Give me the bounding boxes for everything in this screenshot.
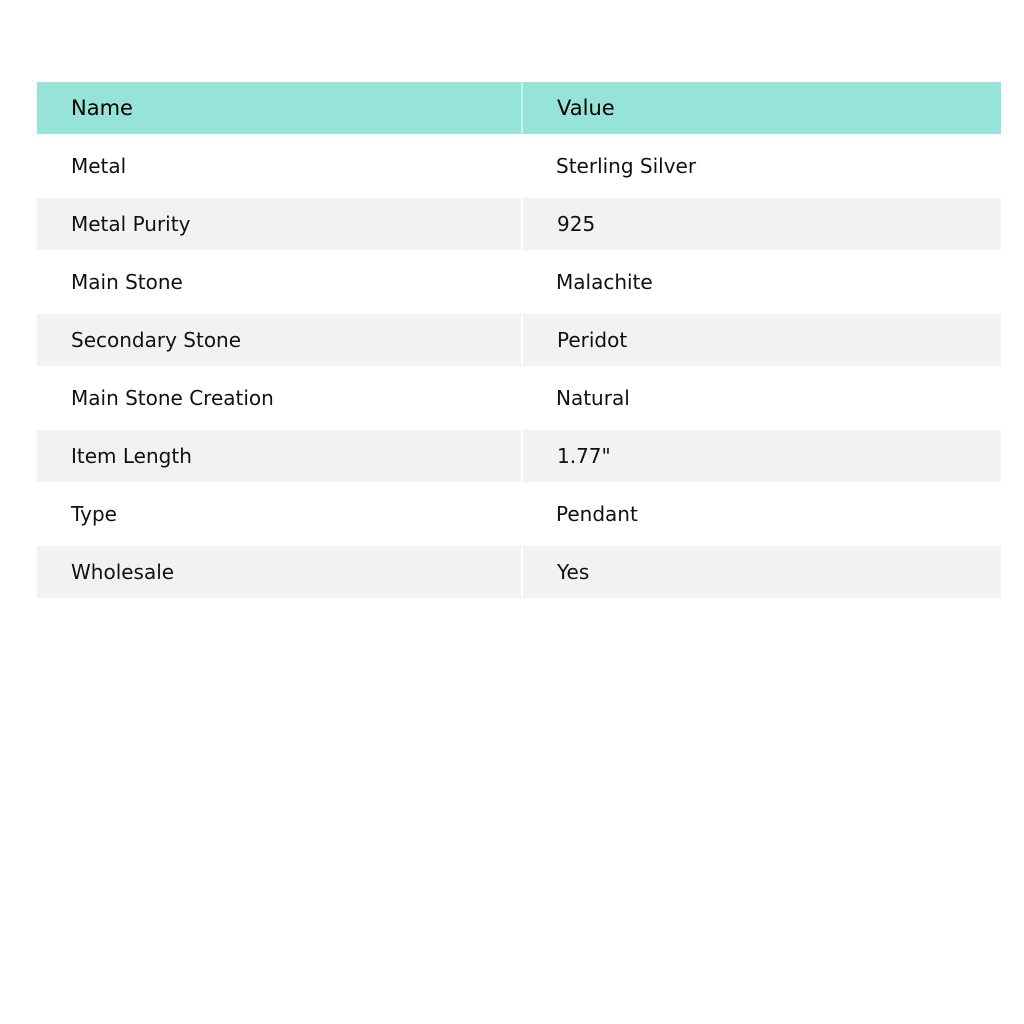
table-row <box>37 250 1001 314</box>
spec-value-cell: Malachite <box>522 250 1001 314</box>
spec-value-cell: Peridot <box>522 314 1001 366</box>
table-row <box>37 134 1001 198</box>
table-body <box>37 134 1001 598</box>
spec-value-cell: Yes <box>522 546 1001 598</box>
spec-value-cell: Pendant <box>522 482 1001 546</box>
spec-name-cell: Type <box>37 482 522 546</box>
table-header-row <box>37 82 1001 134</box>
column-header-value: Value <box>522 82 1001 134</box>
spec-name-cell: Metal Purity <box>37 198 522 250</box>
spec-value-cell: Sterling Silver <box>522 134 1001 198</box>
spec-name-cell: Main Stone <box>37 250 522 314</box>
column-header-name: Name <box>37 82 522 134</box>
spec-value-cell: 925 <box>522 198 1001 250</box>
spec-name-cell: Main Stone Creation <box>37 366 522 430</box>
spec-value-cell: 1.77" <box>522 430 1001 482</box>
product-specs-table <box>37 82 1001 598</box>
table-row <box>37 366 1001 430</box>
spec-name-cell: Metal <box>37 134 522 198</box>
table-row <box>37 430 1001 482</box>
table-row <box>37 198 1001 250</box>
table-row <box>37 482 1001 546</box>
table-row <box>37 314 1001 366</box>
spec-name-cell: Wholesale <box>37 546 522 598</box>
table-row <box>37 546 1001 598</box>
spec-name-cell: Item Length <box>37 430 522 482</box>
table-header <box>37 82 1001 134</box>
spec-name-cell: Secondary Stone <box>37 314 522 366</box>
spec-value-cell: Natural <box>522 366 1001 430</box>
